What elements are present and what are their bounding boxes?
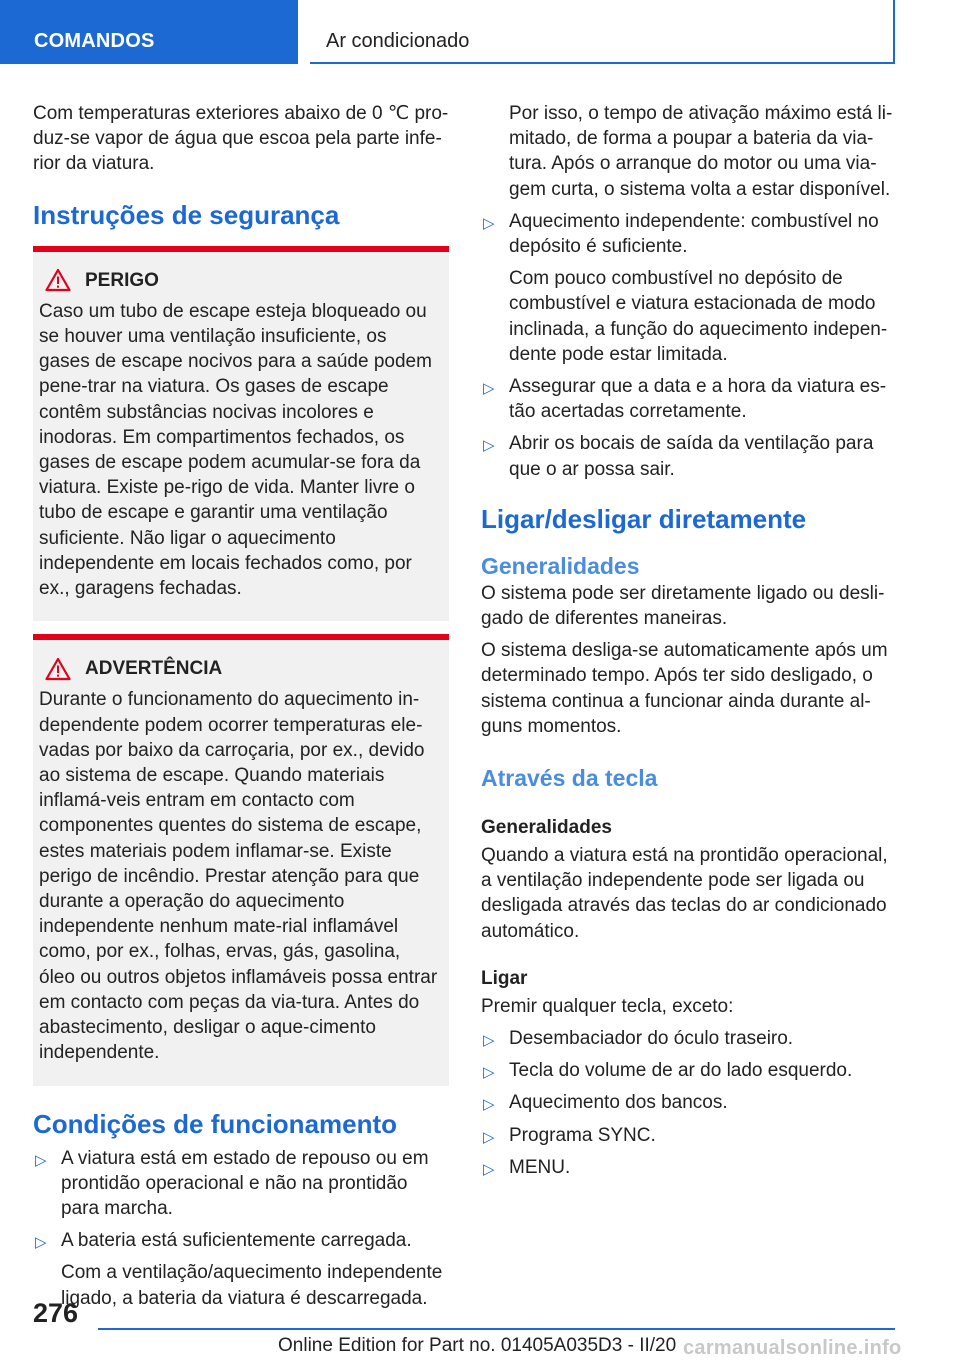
warning-title	[39, 656, 441, 681]
key-general-label: Generalidades	[481, 817, 612, 839]
list-item-text: Aquecimento dos bancos.	[509, 1092, 728, 1114]
triangle-bullet-icon: ▷	[35, 1151, 47, 1169]
key-heading: Através da tecla	[481, 765, 658, 792]
danger-title	[39, 268, 441, 293]
warning-text: Durante o funcionamento do aquecimento in‐dependente podem ocorrer temperaturas ele‐vadas por baixo da carroçaria, por ex., devido ao sistema de escape. Quando materiais inflamá‐veis entram em contacto com componentes quentes do sistema de escape, estes materiais podem inflamar‐se. Existe perigo de incêndio. Prestar atenção para que durante a operação do aquecimento independente nenhum mate‐rial inflamável como, por ex., folhas, ervas, gás, gasolina, óleo ou outros objetos inflamáveis possa entrar em contacto com peças da via‐tura. Antes do abastecimento, desligar o aque‐cimento independente.	[39, 689, 438, 1064]
warning-triangle-icon	[45, 268, 71, 292]
on-label: Ligar	[481, 967, 528, 989]
list-item-continuation: Com a ventilação/aquecimento independente ligado, a bateria da viatura é descarregada.	[61, 1262, 443, 1309]
continuation-paragraph: Por isso, o tempo de ativação máximo está li‐mitado, de forma a poupar a bateria da via‐tura. Após o arranque do motor ou uma via‐gem curta, o sistema volta a estar disponível.	[509, 103, 893, 200]
triangle-bullet-icon: ▷	[483, 1160, 495, 1178]
safety-heading: Instruções de segurança	[33, 199, 340, 230]
right-column	[481, 101, 893, 1187]
list-item-text: Assegurar que a data e a hora da viatura es‐tão acertadas corretamente.	[509, 376, 887, 423]
header-chapter-title: Ar condicionado	[310, 0, 895, 64]
direct-onoff-heading: Ligar/desligar diretamente	[481, 503, 807, 534]
list-item	[481, 1090, 893, 1115]
danger-title-label: PERIGO	[85, 269, 159, 291]
conditions-list-left	[33, 1146, 449, 1311]
general-paragraph-1: O sistema pode ser diretamente ligado ou desli‐gado de diferentes maneiras.	[481, 582, 885, 630]
list-item-text: Desembaciador do óculo traseiro.	[509, 1028, 794, 1050]
list-item	[481, 209, 893, 367]
list-item-text: Abrir os bocais de saída da ventilação para que o ar possa sair.	[509, 433, 874, 480]
watermark: carmanualsonline.info	[683, 1337, 902, 1359]
page-number: 276	[33, 1298, 79, 1328]
triangle-bullet-icon: ▷	[483, 437, 495, 455]
list-item-continuation: Com pouco combustível no depósito de combustível e viatura estacionada de modo inclinada, a função do aquecimento indepen‐dente pode estar limitada.	[509, 268, 888, 365]
warning-title-label: ADVERTÊNCIA	[85, 658, 223, 680]
conditions-list-right	[481, 209, 893, 482]
list-item	[33, 1146, 449, 1222]
key-general-text: Quando a viatura está na prontidão operacional, a ventilação independente pode ser ligada ou desligada através das teclas do ar condicionado automático.	[481, 845, 888, 942]
exceptions-list	[481, 1026, 893, 1180]
conditions-heading: Condições de funcionamento	[33, 1108, 398, 1139]
list-item	[481, 1155, 893, 1180]
general-heading: Generalidades	[481, 552, 640, 579]
footer-edition: Online Edition for Part no. 01405A035D3 - II/20	[278, 1335, 677, 1356]
triangle-bullet-icon: ▷	[483, 214, 495, 232]
danger-box	[33, 246, 449, 622]
list-item	[481, 374, 893, 424]
list-item-text: MENU.	[509, 1156, 571, 1178]
list-item-text: A viatura está em estado de repouso ou em prontidão operacional e não na prontidão para marcha.	[61, 1147, 429, 1219]
danger-text: Caso um tubo de escape esteja bloqueado ou se houver uma ventilação insuficiente, os gases de escape nocivos para a saúde podem pene‐trar na viatura. Os gases de escape contêm substâncias nocivas incolores e inodoras. Em compartimentos fechados, os gases de escape podem acumular‐se fora da viatura. Existe pe‐rigo de vida. Manter livre o tubo de escape e garantir uma ventilação suficiente. Não ligar o aquecimento independente em locais fechados como, por ex., garagens fechadas.	[39, 300, 432, 600]
list-item	[481, 1058, 893, 1083]
warning-triangle-icon	[45, 657, 71, 681]
triangle-bullet-icon: ▷	[483, 1064, 495, 1082]
triangle-bullet-icon: ▷	[35, 1234, 47, 1252]
warning-box	[33, 634, 449, 1085]
header-section-tab: COMANDOS	[0, 0, 298, 64]
intro-paragraph: Com temperaturas exteriores abaixo de 0 ℃ pro‐duz‐se vapor de água que escoa pela parte infe‐rior da viatura.	[33, 103, 449, 175]
list-item-text: A bateria está suficientemente carregada.	[61, 1230, 412, 1252]
left-column	[33, 101, 449, 1318]
triangle-bullet-icon: ▷	[483, 1096, 495, 1114]
list-item	[33, 1228, 449, 1311]
list-item-text: Aquecimento independente: combustível no depósito é suficiente.	[509, 210, 879, 258]
triangle-bullet-icon: ▷	[483, 1128, 495, 1146]
triangle-bullet-icon: ▷	[483, 1032, 495, 1050]
list-item	[481, 1123, 893, 1148]
list-item-text: Programa SYNC.	[509, 1124, 656, 1146]
list-item	[481, 431, 893, 481]
on-text: Premir qualquer tecla, exceto:	[481, 995, 734, 1017]
list-item-text: Tecla do volume de ar do lado esquerdo.	[509, 1060, 853, 1082]
general-paragraph-2: O sistema desliga‐se automaticamente após um determinado tempo. Após ter sido desligado, o sistema continua a funcionar ainda durante al‐guns momentos.	[481, 640, 888, 737]
list-item	[481, 1026, 893, 1051]
footer-rule	[98, 1328, 895, 1330]
triangle-bullet-icon: ▷	[483, 380, 495, 398]
